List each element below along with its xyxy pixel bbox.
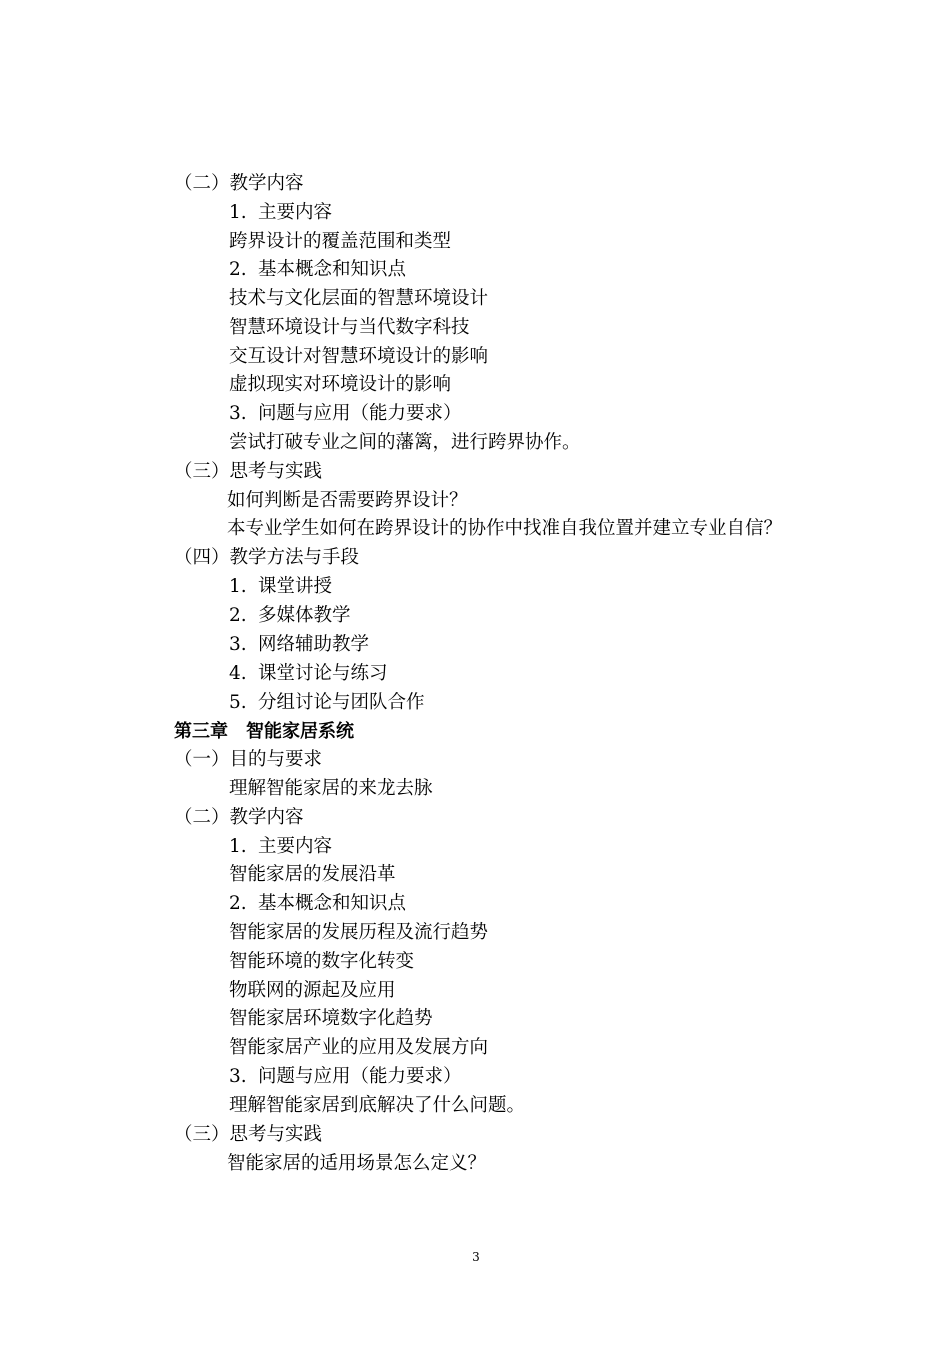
item-number: 2. (229, 893, 247, 914)
section-heading: （三）思考与实践 (174, 461, 323, 482)
body-line: 跨界设计的覆盖范围和类型 (229, 231, 452, 252)
body-line: 交互设计对智慧环境设计的影响 (229, 346, 489, 367)
body-line: 智能家居的发展沿革 (229, 864, 396, 885)
body-line: 智能家居的发展历程及流行趋势 (229, 922, 489, 943)
numbered-item (229, 259, 406, 281)
item-text: 主要内容 (258, 836, 333, 857)
chapter-title: 智能家居系统 (246, 721, 354, 742)
item-text: 课堂讨论与练习 (258, 663, 388, 684)
body-line: 智慧环境设计与当代数字科技 (229, 317, 470, 338)
item-number: 5. (229, 692, 247, 713)
body-line: 技术与文化层面的智慧环境设计 (229, 288, 489, 309)
section-heading: （二）教学内容 (174, 807, 304, 828)
numbered-item (229, 836, 332, 858)
section-heading: （三）思考与实践 (174, 1124, 323, 1145)
item-text: 问题与应用（能力要求） (258, 1066, 462, 1087)
item-number: 1. (229, 576, 247, 597)
body-line: 智能家居环境数字化趋势 (229, 1008, 433, 1029)
item-text: 分组讨论与团队合作 (258, 692, 425, 713)
item-number: 1. (229, 202, 247, 223)
body-line: 理解智能家居的来龙去脉 (229, 778, 433, 799)
item-number: 3. (229, 1066, 247, 1087)
item-text: 基本概念和知识点 (258, 259, 407, 280)
numbered-item (229, 1066, 462, 1088)
numbered-item (229, 202, 332, 224)
item-text: 主要内容 (258, 202, 333, 223)
item-number: 2. (229, 605, 247, 626)
body-line: 本专业学生如何在跨界设计的协作中找准自我位置并建立专业自信？ (227, 518, 783, 539)
section-heading: （四）教学方法与手段 (174, 547, 360, 568)
section-heading: （一）目的与要求 (174, 749, 323, 770)
item-number: 4. (229, 663, 247, 684)
body-line: 理解智能家居到底解决了什么问题。 (229, 1095, 526, 1116)
body-line: 虚拟现实对环境设计的影响 (229, 374, 452, 395)
numbered-item (229, 692, 425, 714)
body-line: 智能家居产业的应用及发展方向 (229, 1037, 489, 1058)
item-text: 网络辅助教学 (258, 634, 370, 655)
item-text: 课堂讲授 (258, 576, 333, 597)
item-text: 问题与应用（能力要求） (258, 403, 462, 424)
item-number: 3. (229, 634, 247, 655)
item-number: 2. (229, 259, 247, 280)
item-text: 基本概念和知识点 (258, 893, 407, 914)
chapter-heading (174, 721, 354, 743)
numbered-item (229, 893, 406, 915)
body-line: 如何判断是否需要跨界设计？ (227, 490, 468, 511)
item-text: 多媒体教学 (258, 605, 351, 626)
section-heading: （二）教学内容 (174, 173, 304, 194)
chapter-number: 第三章 (174, 721, 228, 742)
numbered-item (229, 576, 332, 598)
body-line: 智能环境的数字化转变 (229, 951, 415, 972)
item-number: 1. (229, 836, 247, 857)
numbered-item (229, 605, 351, 627)
numbered-item (229, 634, 369, 656)
body-line: 智能家居的适用场景怎么定义？ (227, 1153, 487, 1174)
numbered-item (229, 403, 462, 425)
item-number: 3. (229, 403, 247, 424)
body-line: 尝试打破专业之间的藩篱，进行跨界协作。 (229, 432, 581, 453)
body-line: 物联网的源起及应用 (229, 980, 396, 1001)
page-number: 3 (472, 1250, 480, 1264)
numbered-item (229, 663, 388, 685)
